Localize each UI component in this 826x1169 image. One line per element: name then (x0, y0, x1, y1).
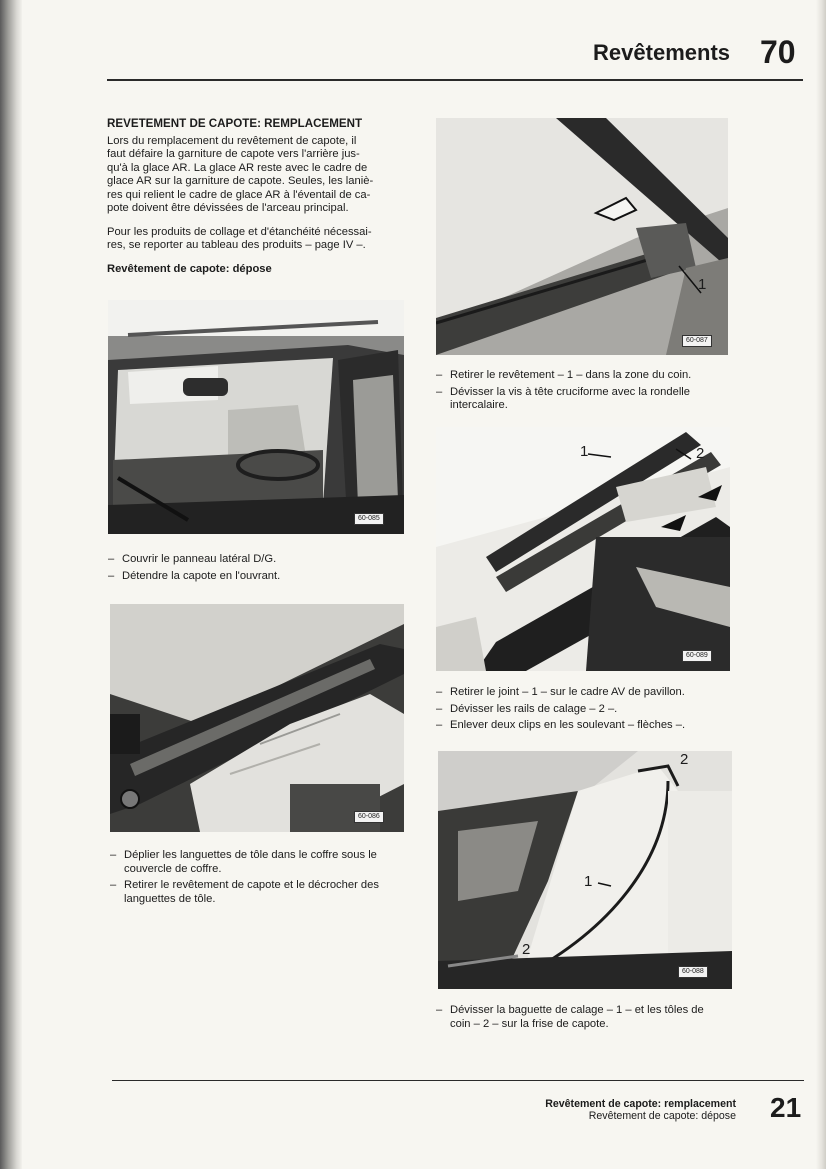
step-item: – Retirer le revêtement – 1 – dans la zone du coin. (436, 369, 736, 383)
step-item: – Couvrir le panneau latéral D/G. (108, 553, 277, 565)
photo-callout-label: 2 (522, 941, 531, 958)
footer-rule (112, 1080, 804, 1081)
intro-paragraph-2 (107, 226, 402, 253)
photo-reference-code: 60-085 (354, 513, 384, 525)
photo-callout-label: 1 (698, 276, 707, 293)
step-text-line: Retirer le revêtement de capote et le décrocher des (124, 879, 379, 892)
step-text: Couvrir le panneau latéral D/G. (122, 553, 277, 565)
intro-paragraph-1 (107, 135, 402, 216)
intro-text (107, 117, 402, 276)
step-item: – Dévisser les rails de calage – 2 –. (436, 702, 618, 715)
step-text-line: languettes de tôle. (124, 892, 216, 905)
step-text-line: coin – 2 – sur la frise de capote. (450, 1017, 609, 1030)
text-line: Lors du remplacement du revêtement de capote, il (107, 134, 357, 147)
steps-list-1 (108, 553, 404, 586)
step-text: Retirer le joint – 1 – sur le cadre AV de pavillon. (450, 686, 685, 698)
photo-callout-label: 2 (696, 445, 705, 462)
step-item: – Déplier les languettes de tôle dans le coffre sous le couvercle de coffre. (110, 849, 406, 876)
steps-list-2 (110, 849, 406, 909)
header-rule (107, 79, 803, 81)
text-line: qu'à la glace AR. La glace AR reste avec le cadre de (107, 161, 368, 174)
page-number: 21 (770, 1092, 802, 1123)
photo-60-086 (110, 604, 404, 832)
step-text-line: Retirer le revêtement – 1 – dans la zone du coin. (450, 369, 692, 381)
step-item: – Dévisser la baguette de calage – 1 – et les tôles de coin – 2 – sur la frise de capote. (436, 1004, 736, 1031)
photo-reference-code: 60-087 (682, 335, 712, 347)
photo-60-089 (436, 427, 730, 671)
photo-callout-label: 1 (580, 443, 589, 460)
steps-list-5 (436, 1004, 736, 1034)
text-line: res qui relient le cadre de glace AR à l'éventail de ca- (107, 188, 371, 201)
step-text: Détendre la capote en l'ouvrant. (122, 569, 281, 582)
text-line: res, se reporter au tableau des produits – page IV –. (107, 239, 366, 251)
text-line: Pour les produits de collage et d'étanchéité nécessai- (107, 225, 372, 238)
step-text-line: couvercle de coffre. (124, 862, 222, 875)
step-item: – Détendre la capote en l'ouvrant. (108, 569, 281, 582)
step-text-line: Dévisser la baguette de calage – 1 – et les tôles de (450, 1004, 704, 1016)
photo-60-088 (438, 751, 732, 989)
photo-60-085 (108, 300, 404, 534)
step-text: Enlever deux clips en les soulevant – flèches –. (450, 719, 686, 732)
photo-reference-code: 60-089 (682, 650, 712, 662)
page-header-title: Revêtements (593, 40, 730, 65)
text-line: glace AR sur la garniture de capote. Seules, les laniè- (107, 175, 374, 187)
photo-callout-label: 2 (680, 751, 689, 768)
step-text: Dévisser les rails de calage – 2 –. (450, 702, 618, 715)
footer-section-title: Revêtement de capote: remplacement (545, 1098, 736, 1110)
step-item: – Retirer le joint – 1 – sur le cadre AV de pavillon. (436, 686, 685, 698)
text-line: pote doivent être dévissées de l'arceau principal. (107, 202, 349, 214)
chapter-number: 70 (760, 34, 796, 70)
photo-reference-code: 60-088 (678, 966, 708, 978)
book-spine-shadow (0, 0, 22, 1169)
steps-list-4 (436, 686, 736, 736)
text-line: faut défaire la garniture de capote vers l'arrière jus- (107, 148, 360, 160)
step-text-line: intercalaire. (450, 399, 508, 412)
step-item: – Dévisser la vis à tête cruciforme avec la rondelle intercalaire. (436, 386, 736, 413)
step-text-line: Déplier les languettes de tôle dans le coffre sous le (124, 849, 377, 861)
section-heading: REVETEMENT DE CAPOTE: REMPLACEMENT (107, 117, 363, 130)
page-edge (816, 0, 826, 1169)
photo-reference-code: 60-086 (354, 811, 384, 823)
steps-list-3 (436, 369, 736, 416)
photo-60-087 (436, 118, 728, 355)
step-item: – Enlever deux clips en les soulevant – flèches –. (436, 719, 686, 732)
subsection-heading: Revêtement de capote: dépose (107, 262, 272, 275)
step-text-line: Dévisser la vis à tête cruciforme avec la rondelle (450, 385, 691, 398)
photo-callout-label: 1 (584, 873, 593, 890)
step-item: – Retirer le revêtement de capote et le décrocher des languettes de tôle. (110, 879, 406, 906)
footer-subsection-title: Revêtement de capote: dépose (588, 1110, 736, 1122)
